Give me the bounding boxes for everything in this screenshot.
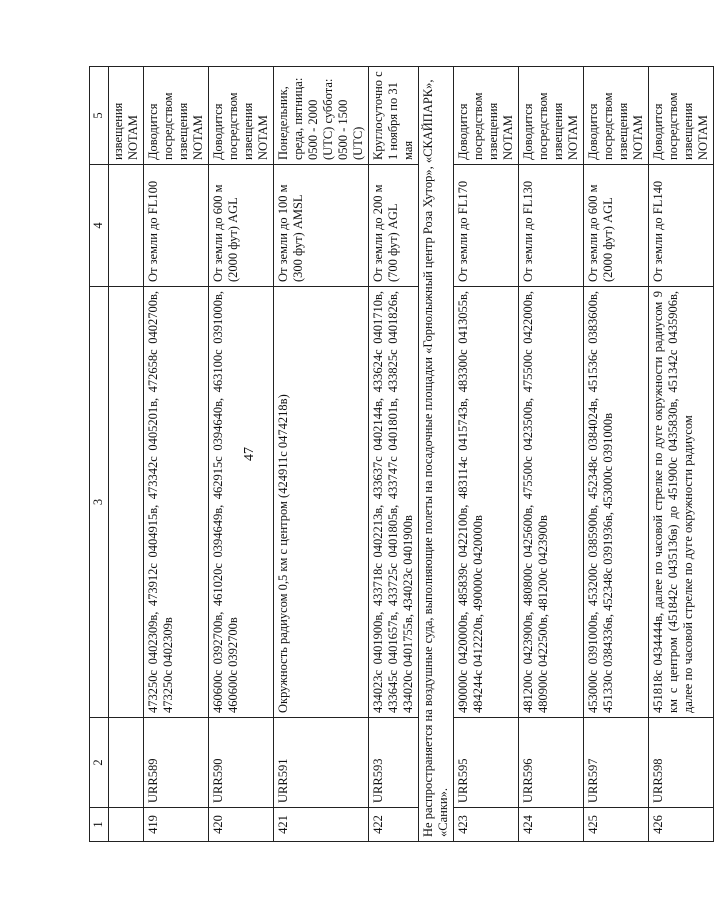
row-number: 419 — [144, 808, 209, 842]
row-number: 420 — [209, 808, 274, 842]
zone-boundary: 451818с 0434444в, далее по часовой стрелке по дуге окружности радиусом 9 км с центром (451842с 0435136в) до 451900с 0435830в, 451342с 0435906в, далее по часовой стрелке по дуге окружности радиусом — [649, 287, 714, 718]
table-row — [584, 67, 649, 842]
vertical-limits: От земли до FL100 — [144, 165, 209, 287]
vertical-limits: От земли до 100 м (300 фут) AMSL — [274, 165, 369, 287]
zone-boundary: Окружность радиусом 0,5 км с центром (424911с 0474218в) — [274, 287, 369, 718]
table-row — [209, 67, 274, 842]
header-row — [90, 67, 109, 842]
zone-boundary: 434023с 0401900в, 433718с 0402213в, 433637с 0402144в, 433624с 0401710в, 433645с 0401657в, 433725с 0401805в, 433747с 0401801в, 433825с 0401826в, 434020с 0401755в, 434023с 0401900в — [369, 287, 419, 718]
header-col-5: 5 — [90, 67, 109, 165]
activity-time: Доводится посредством извещения NOTAM — [144, 67, 209, 165]
table-row — [454, 67, 519, 842]
activity-time: Круглосуточно с 1 ноября по 31 мая — [369, 67, 419, 165]
header-col-2: 2 — [90, 718, 109, 808]
page-number: 47 — [242, 447, 257, 461]
activity-time: Доводится посредством извещения NOTAM — [209, 67, 274, 165]
row-number: 425 — [584, 808, 649, 842]
zone-code: URR598 — [649, 718, 714, 808]
table-row — [649, 67, 714, 842]
table-area — [89, 67, 710, 842]
activity-time: Понедельник, среда, пятница: 0500 - 2000 (UTC) суббота: 0500 - 1500 (UTC) — [274, 67, 369, 165]
continuation-row — [109, 67, 144, 842]
vertical-limits: От земли до FL170 — [454, 165, 519, 287]
rows-group-b — [454, 67, 714, 842]
header-col-4: 4 — [90, 165, 109, 287]
table-row — [274, 67, 369, 842]
row-number: 424 — [519, 808, 584, 842]
restricted-areas-table — [89, 66, 714, 842]
continuation-text: извещения NOTAM — [109, 67, 144, 165]
zone-code: URR593 — [369, 718, 419, 808]
zone-boundary: 473250с 0402309в, 473912с 0404915в, 473342с 0405201в, 472658с 0402700в, 473250с 0402309в — [144, 287, 209, 718]
rotated-page — [89, 67, 710, 842]
row-number: 421 — [274, 808, 369, 842]
zone-code: URR589 — [144, 718, 209, 808]
zone-code: URR595 — [454, 718, 519, 808]
activity-time: Доводится посредством извещения NOTAM — [649, 67, 714, 165]
table-row — [519, 67, 584, 842]
header-col-3: 3 — [90, 287, 109, 718]
zone-boundary: 481200с 0423900в, 480800с 0425600в, 475500с 0423500в, 475500с 0422000в, 480900с 0422500в, 481200с 0423900в — [519, 287, 584, 718]
vertical-limits: От земли до FL140 — [649, 165, 714, 287]
activity-time: Доводится посредством извещения NOTAM — [519, 67, 584, 165]
row-number: 422 — [369, 808, 419, 842]
vertical-limits: От земли до FL130 — [519, 165, 584, 287]
vertical-limits: От земли до 600 м (2000 фут) AGL — [584, 165, 649, 287]
activity-time: Доводится посредством извещения NOTAM — [584, 67, 649, 165]
table-row — [144, 67, 209, 842]
zone-code: URR597 — [584, 718, 649, 808]
row-number: 423 — [454, 808, 519, 842]
table-row — [369, 67, 419, 842]
notice-row — [419, 67, 454, 842]
rows-group-a — [144, 67, 419, 842]
zone-boundary: 490000с 0420000в, 485839с 0422100в, 483114с 0415743в, 483300с 0413055в, 484244с 0412220в, 490000с 0420000в — [454, 287, 519, 718]
zone-boundary: 460600с 0392700в, 461020с 0394649в, 462915с 0394640в, 463100с 0391000в, 460600с 0392700в — [209, 287, 274, 718]
zone-code: URR596 — [519, 718, 584, 808]
zone-code: URR591 — [274, 718, 369, 808]
zone-boundary: 453000с 0391000в, 453200с 0385900в, 452348с 0384024в, 451536с 0383600в, 451330с 0384336в, 452348с 0391936в, 453000с 0391000в — [584, 287, 649, 718]
zone-code: URR590 — [209, 718, 274, 808]
header-col-1: 1 — [90, 808, 109, 842]
activity-time: Доводится посредством извещения NOTAM — [454, 67, 519, 165]
row-number: 426 — [649, 808, 714, 842]
vertical-limits: От земли до 200 м (700 фут) AGL — [369, 165, 419, 287]
notice-text: Не распространяется на воздушные суда, выполняющие полеты на посадочные площадки «Горнолыжный центр Роза Хутор», «СКАЙПАРК», «Санки». — [419, 67, 454, 842]
vertical-limits: От земли до 600 м (2000 фут) AGL — [209, 165, 274, 287]
